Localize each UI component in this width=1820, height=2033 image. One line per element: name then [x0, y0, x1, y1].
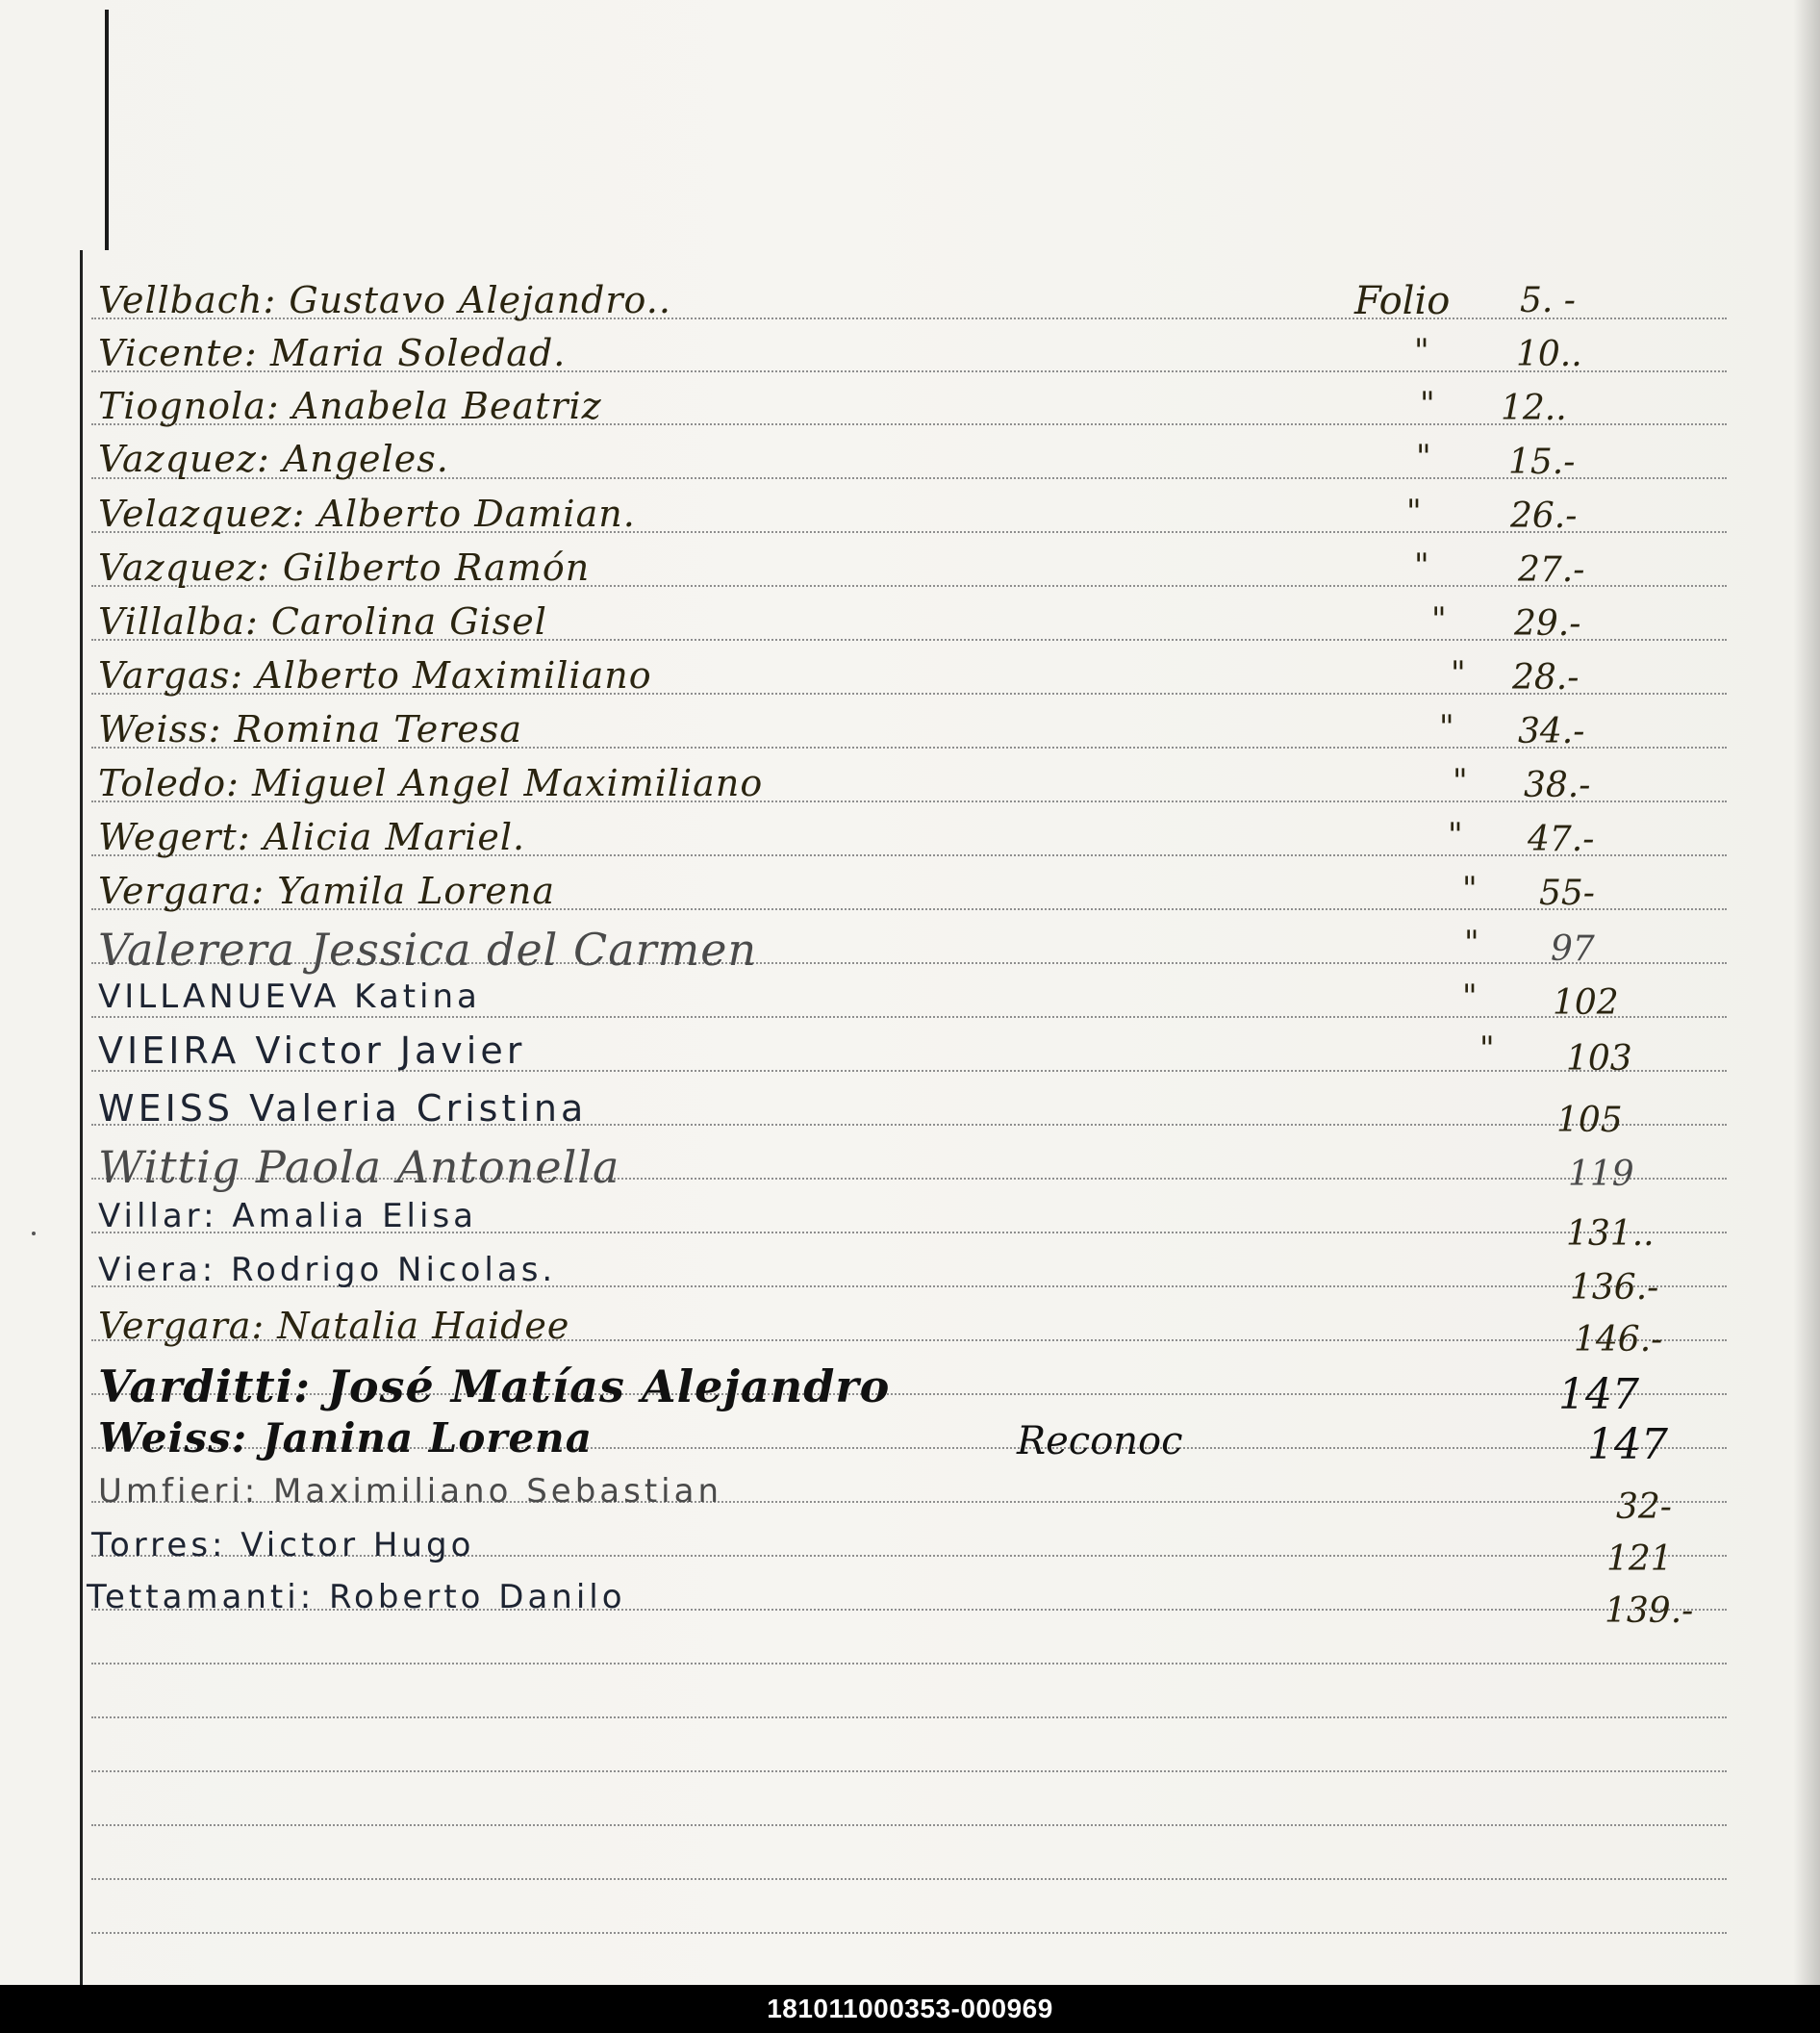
- ruled-line: [91, 1716, 1727, 1718]
- folio-label: Folio: [1354, 279, 1451, 323]
- folio-number: 55-: [1539, 874, 1595, 913]
- binding-shadow: [1793, 0, 1820, 1985]
- entry-name: Villalba: Carolina Gisel: [98, 600, 547, 643]
- ditto-mark: ": [1431, 600, 1447, 639]
- ditto-mark: ": [1462, 978, 1478, 1016]
- ditto-mark: ": [1451, 654, 1466, 693]
- folio-number: 10..: [1516, 335, 1582, 374]
- margin-line-top: [105, 10, 109, 250]
- entry-name: Weiss: Janina Lorena: [98, 1414, 593, 1461]
- folio-number: 102: [1553, 983, 1619, 1023]
- folio-number: 139.-: [1605, 1591, 1694, 1631]
- folio-number: 15.-: [1508, 443, 1576, 482]
- entry-name: Tettamanti: Roberto Danilo: [87, 1578, 626, 1616]
- folio-number: 12..: [1501, 389, 1567, 428]
- folio-number: 28.-: [1512, 658, 1580, 698]
- folio-number: 32-: [1616, 1487, 1672, 1527]
- ditto-mark: ": [1464, 924, 1479, 962]
- document-id: 181011000353-000969: [767, 1994, 1053, 2023]
- entry-name: Vergara: Natalia Haidee: [98, 1305, 570, 1347]
- entry-name: Weiss: Romina Teresa: [98, 708, 523, 750]
- margin-note: Reconoc: [1017, 1419, 1183, 1463]
- folio-number: 27.-: [1518, 550, 1585, 590]
- entry-name: VILLANUEVA Katina: [98, 978, 481, 1016]
- entry-name: Wittig Paola Antonella: [98, 1141, 620, 1193]
- folio-number: 29.-: [1514, 604, 1581, 644]
- folio-number: 26.-: [1510, 496, 1578, 536]
- entry-name: Vicente: Maria Soledad.: [98, 332, 567, 374]
- entry-name: Velazquez: Alberto Damian.: [98, 493, 636, 535]
- ruled-line: [91, 1824, 1727, 1826]
- ruled-line: [91, 1932, 1727, 1934]
- ditto-mark: ": [1414, 546, 1429, 585]
- entry-name: Varditti: José Matías Alejandro: [98, 1360, 891, 1412]
- folio-number: 34.-: [1518, 712, 1585, 751]
- folio-number: 105: [1556, 1101, 1623, 1140]
- ruled-line: [91, 1878, 1727, 1880]
- entry-name: Toledo: Miguel Angel Maximiliano: [98, 762, 764, 804]
- ruled-line: [91, 1770, 1727, 1772]
- entry-name: Tiognola: Anabela Beatriz: [98, 385, 602, 427]
- entry-name: Valerera Jessica del Carmen: [98, 924, 758, 976]
- folio-number: 136.-: [1570, 1268, 1659, 1308]
- ditto-mark: ": [1414, 332, 1429, 370]
- ruled-line: [91, 1663, 1727, 1665]
- entry-name: Torres: Victor Hugo: [91, 1526, 475, 1564]
- folio-number: 119: [1568, 1155, 1634, 1194]
- folio-number: 5. -: [1520, 281, 1576, 320]
- entry-name: Vazquez: Gilberto Ramón: [98, 546, 591, 589]
- folio-number: 146.-: [1574, 1320, 1663, 1360]
- entry-name: Vellbach: Gustavo Alejandro..: [98, 279, 671, 321]
- folio-number: 147: [1587, 1420, 1668, 1469]
- ditto-mark: ": [1479, 1029, 1495, 1068]
- ruled-line: [91, 1016, 1727, 1018]
- folio-number: 97: [1551, 929, 1595, 969]
- folio-number: 47.-: [1528, 820, 1595, 859]
- ditto-mark: ": [1462, 870, 1478, 908]
- folio-number: 38.-: [1524, 766, 1591, 805]
- folio-number: 131..: [1566, 1214, 1655, 1254]
- ditto-mark: ": [1453, 762, 1468, 800]
- entry-name: Villar: Amalia Elisa: [98, 1197, 478, 1235]
- entry-name: Viera: Rodrigo Nicolas.: [98, 1251, 557, 1289]
- folio-number: 103: [1566, 1039, 1632, 1079]
- ink-dot: [32, 1232, 36, 1235]
- entry-name: VIEIRA Victor Javier: [98, 1029, 526, 1072]
- ditto-mark: ": [1416, 438, 1431, 476]
- entry-name: Vazquez: Angeles.: [98, 438, 449, 480]
- ditto-mark: ": [1420, 385, 1435, 423]
- margin-line: [80, 250, 83, 1985]
- folio-number: 147: [1558, 1370, 1639, 1419]
- entry-name: Vargas: Alberto Maximiliano: [98, 654, 652, 697]
- ditto-mark: ": [1406, 493, 1422, 531]
- ditto-mark: ": [1439, 708, 1454, 747]
- entry-name: WEISS Valeria Cristina: [98, 1087, 588, 1130]
- entry-name: Umfieri: Maximiliano Sebastian: [98, 1472, 723, 1511]
- entry-name: Vergara: Yamila Lorena: [98, 870, 556, 912]
- entry-name: Wegert: Alicia Mariel.: [98, 816, 526, 858]
- folio-number: 121: [1606, 1539, 1673, 1579]
- ditto-mark: ": [1448, 816, 1463, 854]
